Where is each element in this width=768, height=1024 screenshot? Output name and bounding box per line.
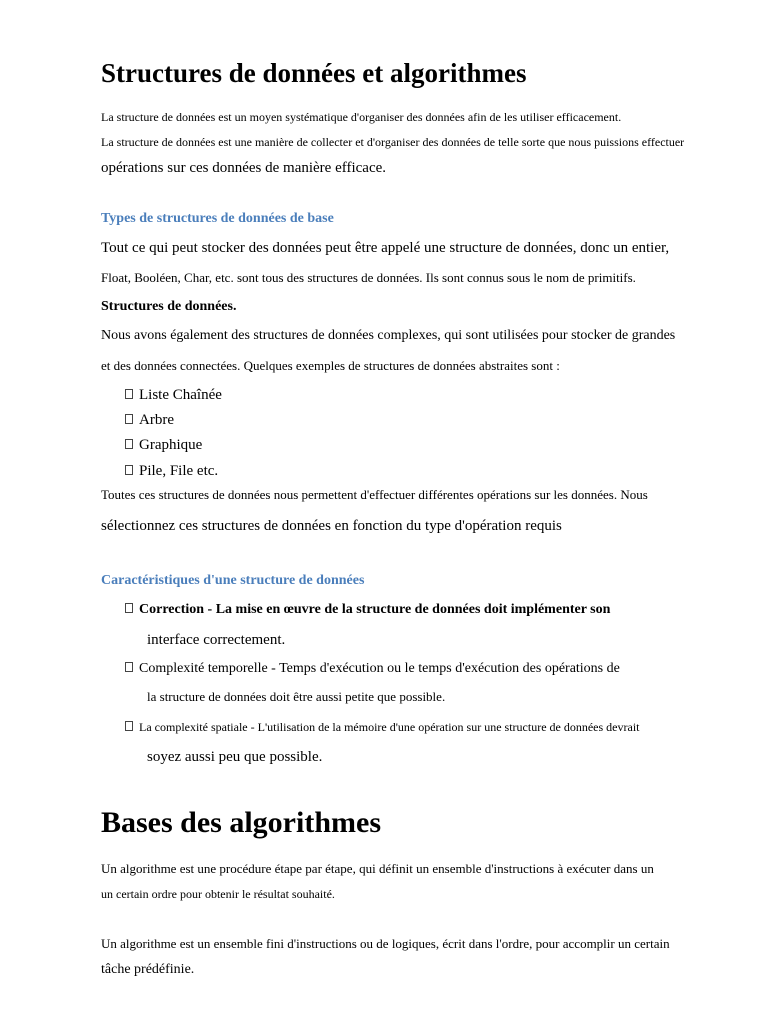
types-line-4: et des données connectées. Quelques exemples de structures de données abstraites sont : [101, 358, 560, 373]
list-item [125, 720, 640, 735]
list-item [125, 602, 610, 618]
list-item-continuation: la structure de données doit être aussi petite que possible. [147, 689, 446, 704]
types-bold-line: Structures de données. [101, 299, 237, 314]
list-item-continuation: soyez aussi peu que possible. [147, 749, 323, 765]
bullet-icon [125, 465, 133, 475]
list-item [125, 412, 174, 429]
bullet-icon [125, 439, 133, 449]
intro-line-2: La structure de données est une manière de collecter et d'organiser des données de telle sorte que nous puissions effectuer [101, 135, 685, 149]
bullet-icon [125, 662, 133, 672]
list-item-label: Pile, File etc. [139, 463, 219, 479]
list-item-continuation: interface correctement. [147, 632, 286, 648]
heading-types: Types de structures de données de base [101, 211, 334, 226]
types-line-6: sélectionnez ces structures de données en fonction du type d'opération requis [101, 518, 562, 534]
list-item-label: Complexité temporelle - Temps d'exécution ou le temps d'exécution des opérations de [139, 661, 620, 676]
list-item [125, 387, 222, 404]
algo-p1-line-2: un certain ordre pour obtenir le résultat souhaité. [101, 887, 335, 901]
algo-p2-line-1: Un algorithme est un ensemble fini d'instructions ou de logiques, écrit dans l'ordre, pour accomplir un certain [101, 936, 670, 951]
list-item [125, 437, 202, 454]
heading-characteristics: Caractéristiques d'une structure de données [101, 573, 365, 588]
types-line-2: Float, Booléen, Char, etc. sont tous des structures de données. Ils sont connus sous le nom de primitifs. [101, 270, 636, 285]
types-line-3: Nous avons également des structures de données complexes, qui sont utilisées pour stocker de grandes [101, 328, 676, 343]
intro-line-3: opérations sur ces données de manière efficace. [101, 160, 387, 176]
list-item [125, 463, 218, 480]
algo-p2-line-2: tâche prédéfinie. [101, 962, 195, 977]
list-item-label: Arbre [139, 412, 174, 428]
bullet-icon [125, 603, 133, 613]
list-item-label: La complexité spatiale - L'utilisation de la mémoire d'une opération sur une structure de données devrait [139, 720, 640, 734]
types-line-1: Tout ce qui peut stocker des données peut être appelé une structure de données, donc un entier, [101, 240, 670, 256]
types-line-5: Toutes ces structures de données nous permettent d'effectuer différentes opérations sur les données. Nous [101, 487, 648, 502]
list-item-label: Graphique [139, 437, 203, 453]
page-title: Structures de données et algorithmes [101, 58, 527, 88]
bullet-icon [125, 414, 133, 424]
list-item-label: Correction - La mise en œuvre de la structure de données doit implémenter son [139, 602, 611, 617]
bullet-icon [125, 721, 133, 731]
algo-p1-line-1: Un algorithme est une procédure étape par étape, qui définit un ensemble d'instructions à exécuter dans un [101, 861, 654, 876]
intro-line-1: La structure de données est un moyen systématique d'organiser des données afin de les utiliser efficacement. [101, 110, 622, 124]
list-item [125, 661, 620, 677]
heading-algorithms: Bases des algorithmes [101, 806, 381, 839]
bullet-icon [125, 389, 133, 399]
list-item-label: Liste Chaînée [139, 387, 222, 403]
